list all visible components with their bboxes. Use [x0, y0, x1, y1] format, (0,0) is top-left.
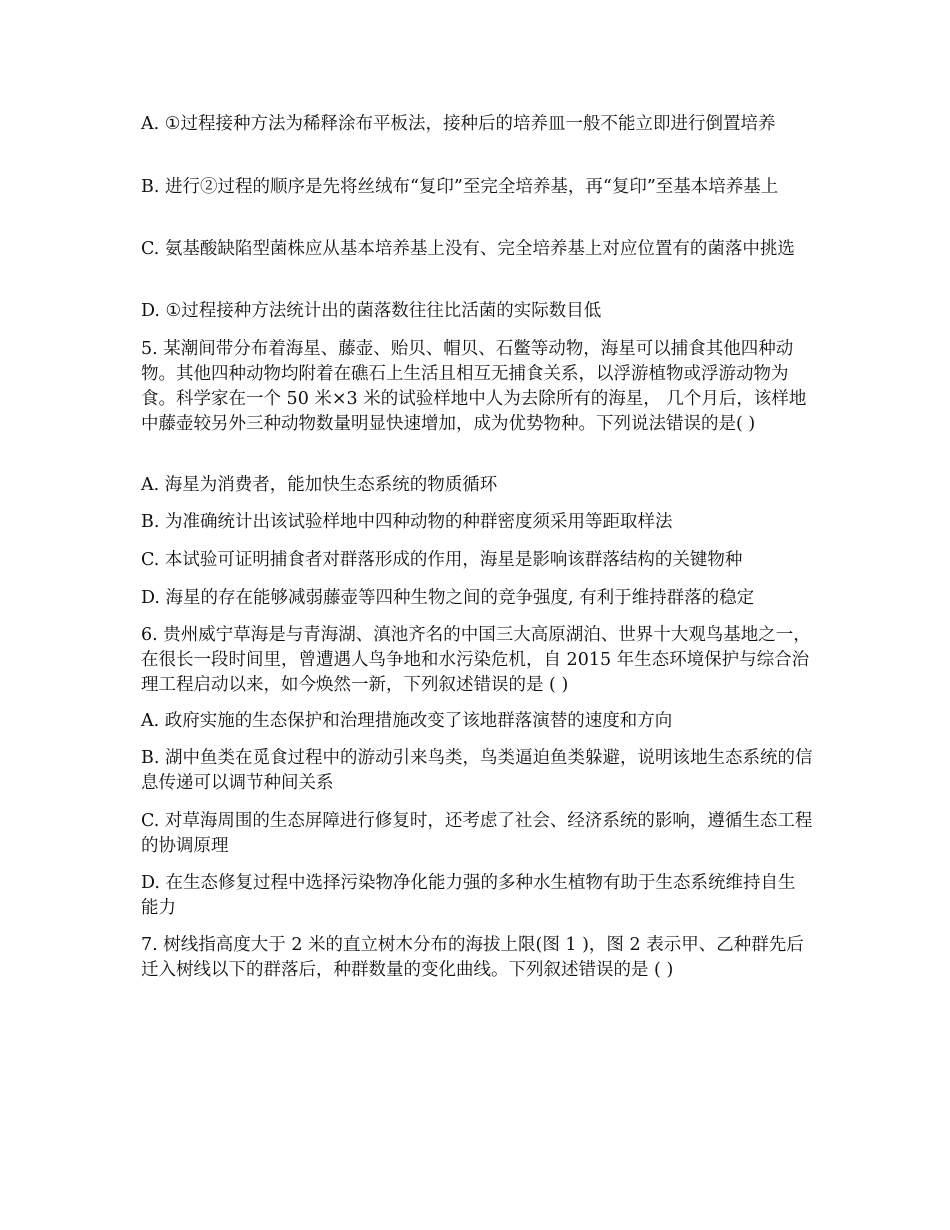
q4-option-d: D. ①过程接种方法统计出的菌落数往往比活菌的实际数目低 [141, 301, 602, 321]
q5-stem: 5. 某潮间带分布着海星、藤壶、贻贝、帽贝、石鳖等动物，海星可以捕食其他四种动物。其他四种动物均附着在礁石上生活且相互无捕食关系，以浮游植物或浮游动物为食。科学家在一个 50 米×3 米的试验样地中人为去除所有的海星， 几个月后，该样地中藤壶较另外三种动物数量明显快速增加，成为优势物种。下列说法错误的是( ) [141, 339, 807, 434]
q6-option-c: C. 对草海周围的生态屏障进行修复时，还考虑了社会、经济系统的影响，遵循生态工程的协调原理 [141, 811, 813, 856]
q6-stem: 6. 贵州威宁草海是与青海湖、滇池齐名的中国三大高原湖泊、世界十大观鸟基地之一，在很长一段时间里，曾遭遇人鸟争地和水污染危机，自 2015 年生态环境保护与综合治理工程启动以来，如今焕然一新，下列叙述错误的是 ( ) [141, 625, 811, 695]
q5-option-a: A. 海星为消费者，能加快生态系统的物质循环 [141, 475, 498, 495]
q6-option-a: A. 政府实施的生态保护和治理措施改变了该地群落演替的速度和方向 [141, 711, 673, 731]
q4-option-a: A. ①过程接种方法为稀释涂布平板法，接种后的培养皿一般不能立即进行倒置培养 [141, 114, 776, 134]
q4-option-c: C. 氨基酸缺陷型菌株应从基本培养基上没有、完全培养基上对应位置有的菌落中挑选 [141, 239, 795, 259]
q5-option-d: D. 海星的存在能够减弱藤壶等四种生物之间的竞争强度, 有利于维持群落的稳定 [141, 588, 755, 608]
q5-option-b: B. 为准确统计出该试验样地中四种动物的种群密度须采用等距取样法 [141, 512, 673, 532]
q5-option-c: C. 本试验可证明捕食者对群落形成的作用，海星是影响该群落结构的关键物种 [141, 550, 743, 570]
q6-option-b: B. 湖中鱼类在觅食过程中的游动引来鸟类，鸟类逼迫鱼类躲避，说明该地生态系统的信息传递可以调节种间关系 [141, 748, 813, 793]
q6-option-d: D. 在生态修复过程中选择污染物净化能力强的多种水生植物有助于生态系统维持自生能力 [141, 873, 796, 918]
q7-stem: 7. 树线指高度大于 2 米的直立树木分布的海拔上限(图 1 )，图 2 表示甲、乙种群先后迁入树线以下的群落后，种群数量的变化曲线。下列叙述错误的是 ( ) [141, 935, 804, 980]
q4-option-b: B. 进行②过程的顺序是先将丝绒布“复印”至完全培养基，再“复印”至基本培养基上 [141, 177, 779, 197]
